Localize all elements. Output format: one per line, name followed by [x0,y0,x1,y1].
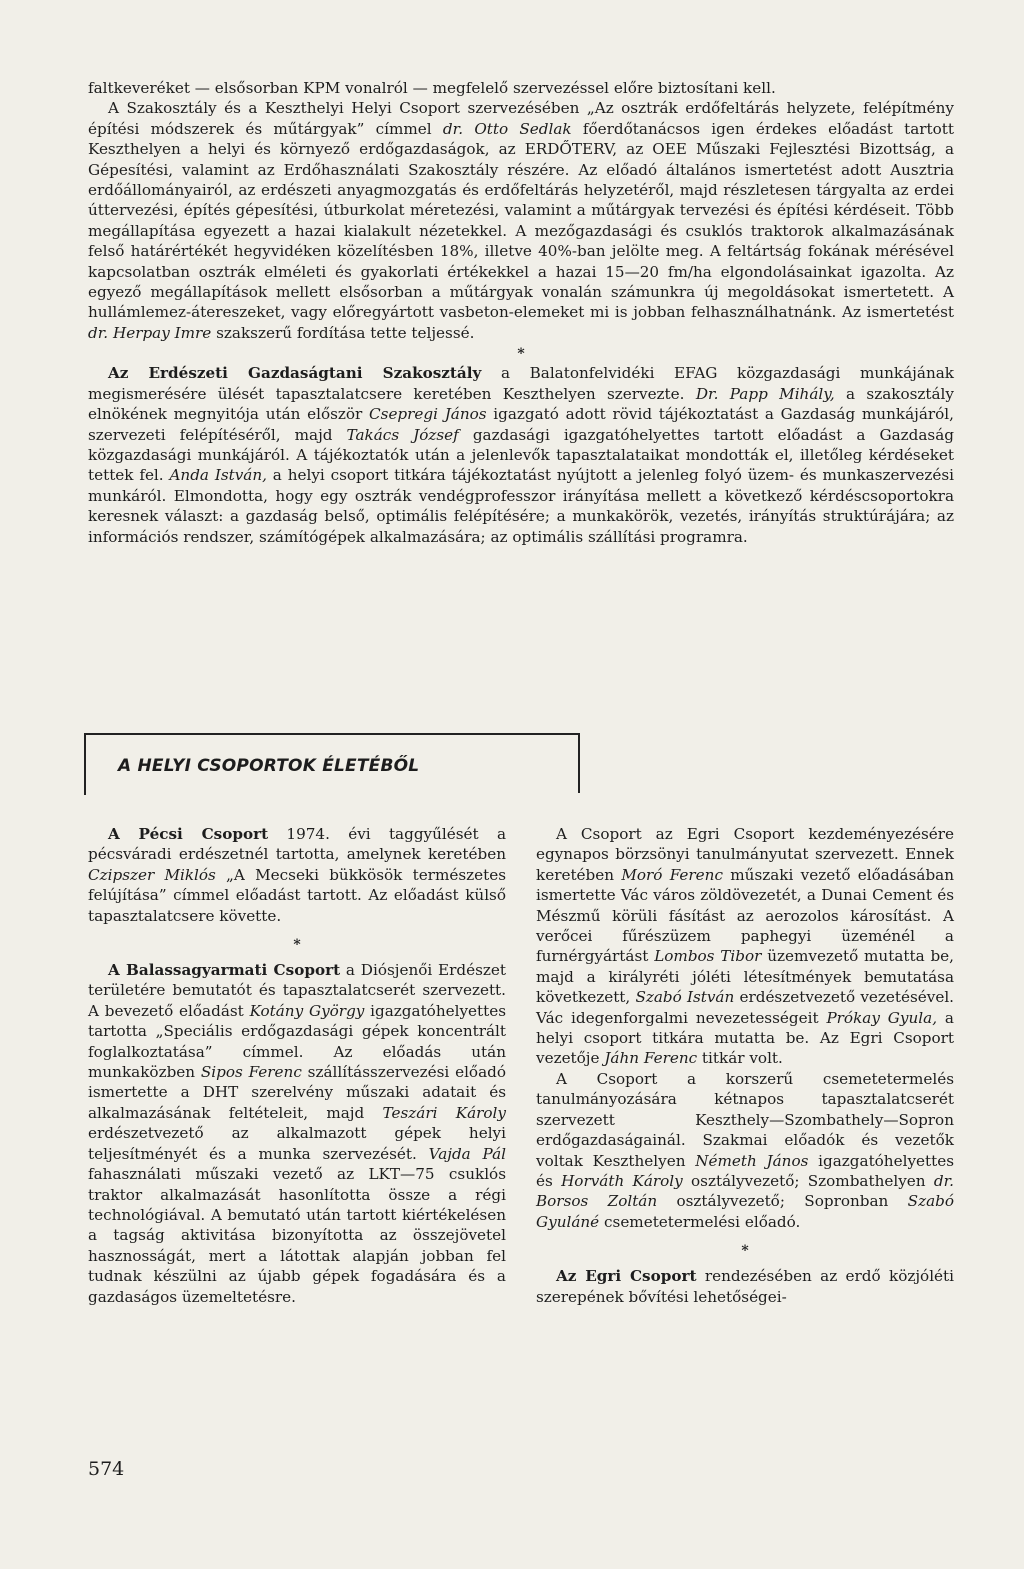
two-column-body [88,824,954,1307]
paragraph-pecsi [88,824,506,926]
person-name: dr. Otto Sedlak [442,119,572,138]
text: igazgató adott rövid tájékoztatást a Gazdaság munkájáról, szervezeti felépítéséről, majd [88,405,954,444]
person-name: Németh János [695,1151,809,1170]
paragraph-intro: faltkeveréket — elsősorban KPM vonalról — megfelelő szervezéssel előre biztosítani kell. [88,79,776,97]
person-name: Kotány György [249,1001,365,1020]
bold-lead: Az Egri Csoport [556,1267,697,1286]
text: igazgatóhelyettes tartotta „Speciális erdőgazdasági gépek koncentrált foglalkoztatása” címmel. Az előadás után munkaközben [88,1001,507,1082]
person-name: Szabó István [635,988,735,1007]
text: műszaki vezető előadásában ismertette Vác város zöldövezetét, a Dunai Cement és Mészmű körüli fásítást az aerozolos károsítást. A verőcei fűrészüzem paphegyi üzeménél a furnérgyártást [536,865,955,966]
text: a szakosztály elnökének megnyitója után először [88,384,954,424]
section-separator-star: * [517,346,525,363]
text: erdészetvezető az alkalmazott gépek helyi teljesítményét és a munka szervezését. [88,1124,506,1163]
person-name: Czipszer Miklós [88,865,216,884]
person-name: Prókay Gyula, [826,1008,938,1027]
person-name: Lombos Tibor [654,947,762,966]
text: „A Mecseki bükkösök természetes felújítása” címmel előadást tartott. Az előadást külső tapasztalatcsere követte. [88,865,506,925]
text: fahasználati műszaki vezető az LKT—75 csuklós traktor alkalmazását hasonlította össze a régi technológiával. A bemutató után tartott kiértékelésen a tagság aktivitása bizonyította az összejövetel hasznosságát, mert a látottak alapján jobban fel tudnak készülni az újabb gépek fogadására és a gazdaságos üzemeltetésre. [88,1165,506,1306]
text: rendezésében az erdő közjóléti szerepének bővítési lehetőségei- [536,1267,954,1306]
text: gazdasági igazgatóhelyettes tartott előadást a Gazdaság közgazdasági munkájáról. A tájékoztatók után a jelenlevők tapasztalataikat mondották el, illetőleg kérdéseket tettek fel. [88,425,954,485]
person-name: Dr. Papp Mihály, [695,384,835,403]
text: erdészetvezető vezetésével. Vác idegenforgalmi nevezetességeit [536,988,955,1027]
person-name: Szabó Gyuláné [536,1192,954,1231]
text: csemetetermelési előadó. [599,1212,801,1231]
text: 1974. évi taggyűlését a pécsváradi erdészetnél tartotta, amelynek keretében [88,825,506,864]
person-name: Horváth Károly [561,1171,683,1190]
person-name: Anda István, [169,466,267,485]
text: a Balatonfelvidéki EFAG közgazdasági munkájának megismerésére ülését tapasztalatcsere keretében Keszthelyen szervezte. [88,364,954,403]
page-number: 574 [88,1458,125,1480]
text: A Szakosztály és a Keszthelyi Helyi Csoport szervezésében „Az osztrák erdőfeltárás helyzete, felépítmény építési módszerek és műtárgyak” címmel [88,99,954,138]
person-name: Moró Ferenc [621,865,723,884]
paragraph-gazdasagtani [88,363,954,547]
text: üzemvezető mutatta be, majd a királyréti jóléti létesítmények bemutatása következett, [536,947,954,1007]
section-separator-star: * [741,1243,749,1260]
bold-lead: A Balassagyarmati Csoport [108,961,341,980]
text: titkár volt. [697,1049,783,1068]
person-name: Jáhn Ferenc [604,1049,698,1068]
bold-lead: A Pécsi Csoport [108,825,269,843]
text: szakszerű fordítása tette teljessé. [211,323,475,342]
text: főerdőtanácsos igen érdekes előadást tartott Keszthelyen a helyi és környező erdőgazdaságok, az ERDŐTERV, az OEE Műszaki Fejlesztési Bizottság, a Gépesítési, valamint az Erdőhasználati Szakosztály részére. Az előadó általános ismertetést adott Ausztria erdőállományairól, az erdészeti anyagmozgatás és erdőfeltárás helyzetéről, majd részletesen tárgyalta az erdei úttervezési, építés gépesítési, útburkolat méretezési, valamint a műtárgyak tervezési és építési kérdéseit. Több megállapítása egyezett a hazai kialakult nézetekkel. A mezőgazdasági és csuklós traktorok alkalmazásának felső határértékét hegyvidéken közelítésben 18%, illetve 40%-ban jelölte meg. A feltártság fokának mérésével kapcsolatban osztrák elméleti és gyakorlati értékekkel a hazai 15—20 fm/ha elgondolásainkat igazolta. Az egyező megállapítások mellett elsősorban a műtárgyak vonalán számunkra új megoldásokat ismertetett. A hullámlemez-átereszeket, vagy előregyártott vasbeton-elemeket mi is jobban felhasználhatnánk. Az ismertetést [88,119,955,322]
left-column [88,824,506,1307]
section-separator-star: * [293,937,301,954]
text: igazgatóhelyettes és [536,1151,954,1190]
text: a helyi csoport titkára mutatta be. Az Egri Csoport vezetője [536,1008,954,1068]
section-title: A HELYI CSOPORTOK ÉLETÉBŐL [118,756,420,776]
paragraph-balassagyarmati [88,960,506,1307]
text: osztályvezető; Sopronban [657,1192,908,1211]
paragraph-egri-kozjoleti [536,1266,954,1307]
person-name: Vajda Pál [428,1144,506,1163]
text: szállításszervezési előadó ismertette a DHT szerelvény műszaki adatait és alkalmazásának feltételeit, majd [88,1063,506,1122]
person-name: Takács József [346,425,459,444]
person-name: dr. Herpay Imre [88,323,212,342]
text: a helyi csoport titkára tájékoztatást nyújtott a jelenleg folyó üzem- és munkaszervezési munkáról. Elmondotta, hogy egy osztrák vendégprofesszor irányítása mellett a következő kérdéscsoportokra keresnek választ: a gazdaság belső, optimális felépítésére; a munkakörök, vezetés, irányítás struktúrájára; az információs rendszer, számítógépek alkalmazására; az optimális szállítási programra. [88,466,954,546]
section-box-left-rule [84,735,86,795]
bold-lead: Az Erdészeti Gazdaságtani Szakosztály [108,364,482,383]
paragraph-csemetetermeles [536,1069,954,1232]
text: a Diósjenői Erdészet területére bemutatót és tapasztalatcserét szervezett. A bevezető előadást [88,961,506,1020]
right-column [536,824,954,1307]
person-name: Sipos Ferenc [200,1063,302,1082]
text: A Csoport az Egri Csoport kezdeményezésére egynapos börzsönyi tanulmányutat szervezett. Ennek keretében [536,825,954,884]
person-name: Csepregi János [369,405,487,424]
text: A Csoport a korszerű csemetetermelés tanulmányozására kétnapos tapasztalatcserét szervezett Keszthely—Szombathely—Sopron erdőgazdaságainál. Szakmai előadók és vezetők voltak Keszthelyen [536,1069,954,1170]
paragraph-egri-tanulmanyut [536,824,954,1069]
paragraph-sedlak [88,98,954,343]
text: osztályvezető; Szombathelyen [682,1171,934,1190]
person-name: dr. Borsos Zoltán [536,1171,954,1211]
person-name: Teszári Károly [382,1103,506,1122]
